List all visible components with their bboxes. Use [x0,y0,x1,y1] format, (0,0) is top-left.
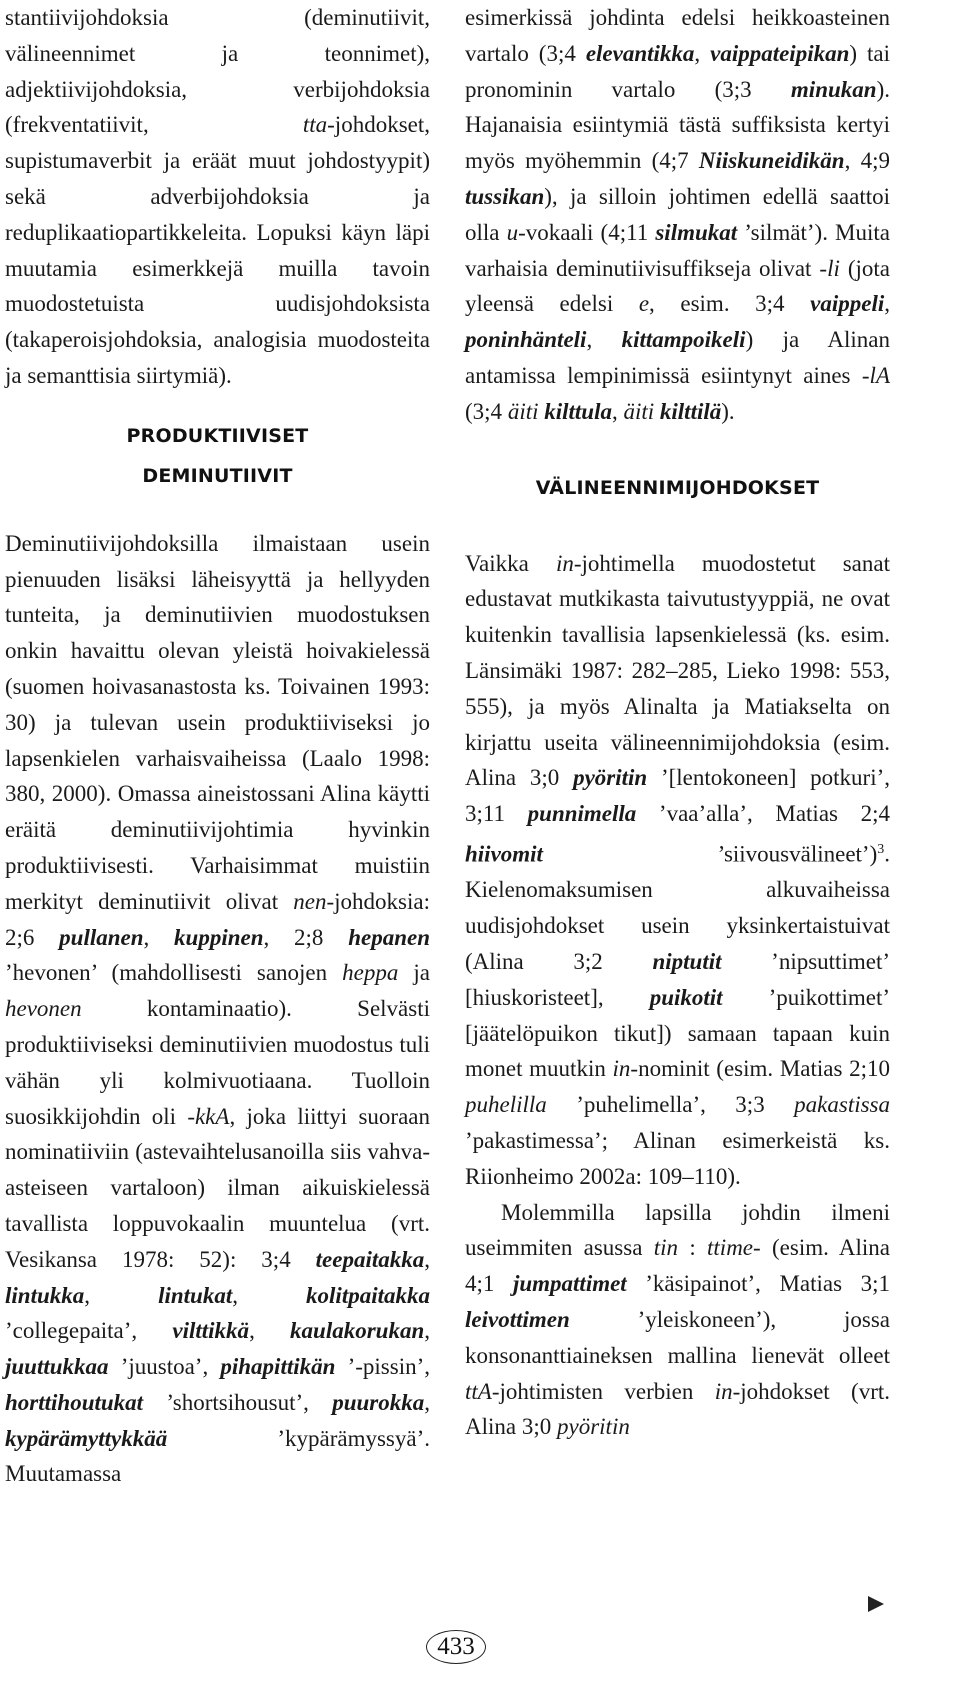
page-number: 433 [426,1630,486,1664]
body-paragraph: Deminutiivijohdoksilla ilmaistaan usein pienuuden lisäksi läheisyyttä ja hellyyden tunteita, ja deminutiivien muodostuksen onkin havaittu olevan yleistä hoivakielessä (suomen hoivasanastosta ks. Toivainen 1993: 30) ja tulevan usein produktiiviseksi jo lapsenkielen varhaisvaiheissa (Laalo 1998: 380, 2000). Omassa aineistossani Alina käytti eräitä deminutiivijohtimia hyvinkin produktiivisesti. Varhaisimmat muistiin merkityt deminutiivit olivat nen-johdoksia: 2;6 pullanen, kuppinen, 2;8 hepanen ’hevonen’ (mahdollisesti sanojen heppa ja hevonen kontaminaatio). Selvästi produktiiviseksi deminutiivien muodostus tuli vähän yli kolmivuotiaana. Tuolloin suosikkijohdin oli -kkA, joka liittyi suoraan nominatiiviin (astevaihtelusanoilla siis vahva-asteiseen vartaloon) ilman aikuiskielessä tavallista loppuvokaalin muuntelua (vrt. Vesikansa 1978: 52): 3;4 teepaitakka, lintukka, lintukat, kolitpaitakka ’collegepaita’, vilttikkä, kaulakorukan, juuttukkaa ’juustoa’, pihapittikän ’-pissin’, horttihoutukat ’shortsihousut’, puurokka, kypärämyttykkää ’kypärämyssyä’. Muutamassa [5,530,431,1487]
section-heading-valineennimijohdokset: VÄLINEENNIMIJOHDOKSET [535,476,820,499]
continued-paragraph: esimerkissä johdinta edelsi heikkoasteinen vartalo (3;4 elevantikka, vaippateipikan) tai pronominin vartalo (3;3 minukan). Hajanaisia esiintymiä tästä suffiksista kertyi myös myöhemmin (4;7 Niiskuneidikän, 4;9 tussikan), ja silloin johtimen edellä saattoi olla u-vokaali (4;11 silmukat ’silmät’). Muita varhaisia deminutiivisuffikseja olivat -li (jota yleensä edelsi e, esim. 3;4 vaippeli, poninhänteli, kittampoikeli) ja Alinan antamissa lempinimissä esiintynyt aines -lA (3;4 äiti kilttula, äiti kilttilä). [465,5,890,424]
body-paragraph: Vaikka in-johtimella muodostetut sanat edustavat mutkikasta taivutustyyppiä, ne ovat kuitenkin tavallisia lapsenkielessä (ks. esim. Länsimäki 1987: 282–285, Lieko 1998: 553, 555), ja myös Alinalta ja Matiakselta on kirjattu useita välineennimijohdoksia (esim. Alina 3;0 pyöritin ’[lentokoneen] potkuri’, 3;11 punnimella ’vaa’alla’, Matias 2;4 hiivomit ’siivousvälineet’)$^3$. Kielenomaksumisen alkuvaiheissa uudisjohdokset usein yksinkertaistuivat (Alina 3;2 niptutit ’nipsuttimet’ [hiuskoristeet], puikotit ’puikottimet’ [jäätelöpuikon tikut]) samaan tapaan kuin monet muutkin in-nominit (esim. Matias 2;10 puhelilla ’puhelimella’, 3;3 pakastissa ’pakastimessa’; Alinan esimerkeistä ks. Riionheimo 2002a: 109–110). [465,550,890,1189]
right-column [465,0,890,1445]
triangle-right-icon [868,1596,884,1612]
left-column [5,0,430,1492]
intro-paragraph: stantiivijohdoksia (deminutiivit, välineennimet ja teonnimet), adjektiivijohdoksia, verbijohdoksia (frekventatiivit, tta-johdokset, supistumaverbit ja eräät muut johdostyypit) sekä adverbijohdoksia ja reduplikaatiopartikkeleita. Lopuksi käyn läpi muutamia esimerkkejä muilla tavoin muodostetuista uudisjohdoksista (takaperoisjohdoksia, analogisia muodosteita ja semanttisia siirtymiä). [5,5,430,388]
body-paragraph: Molemmilla lapsilla johdin ilmeni useimmiten asussa tin : ttime- (esim. Alina 4;1 jumpattimet ’käsipainot’, Matias 3;1 leivottimen ’yleiskoneen’), jossa konsonanttiaineksen mallina lienevät olleet ttA-johtimisten verbien in-johdokset (vrt. Alina 3;0 pyöritin [465,1199,890,1440]
heading-line: DEMINUTIIVIT [142,464,293,487]
heading-line: PRODUKTIIVISET [126,424,309,447]
section-heading-produktiiviset [5,416,430,496]
